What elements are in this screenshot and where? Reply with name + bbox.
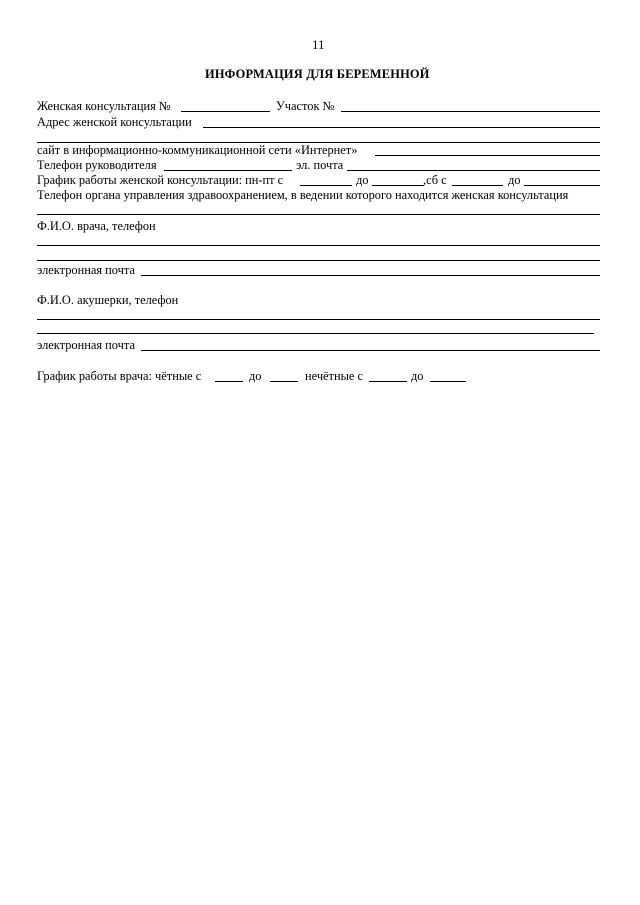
health-authority-phone-label: Телефон органа управления здравоохранением, в ведении которого находится женская консультация: [37, 188, 569, 202]
head-email-label: эл. почта: [296, 158, 344, 172]
midwife-name-phone-field-continuation[interactable]: [37, 333, 594, 334]
midwife-email-field[interactable]: [141, 350, 600, 351]
website-label: сайт в информационно-коммуникационной сети «Интернет»: [37, 143, 358, 157]
even-days-to-field[interactable]: [270, 381, 298, 382]
page-number: 11: [312, 37, 325, 52]
clinic-schedule-label: График работы женской консультации: пн-пт с: [37, 173, 284, 187]
head-email-field[interactable]: [347, 170, 600, 171]
address-label: Адрес женской консультации: [37, 115, 192, 129]
website-field[interactable]: [375, 155, 600, 156]
doctor-name-phone-field[interactable]: [37, 245, 600, 246]
page-title: ИНФОРМАЦИЯ ДЛЯ БЕРЕМЕННОЙ: [205, 67, 430, 81]
weekday-from-field[interactable]: [300, 185, 352, 186]
odd-days-to-field[interactable]: [430, 381, 466, 382]
saturday-to-field[interactable]: [524, 185, 600, 186]
saturday-to-label: до: [508, 173, 521, 187]
saturday-from-label: ,сб с: [423, 173, 447, 187]
weekday-to-field[interactable]: [372, 185, 424, 186]
district-number-label: Участок №: [276, 99, 335, 113]
doctor-name-phone-field-continuation[interactable]: [37, 260, 600, 261]
midwife-email-label: электронная почта: [37, 338, 135, 352]
odd-days-label: нечётные с: [305, 369, 364, 383]
doctor-email-label: электронная почта: [37, 263, 135, 277]
health-authority-phone-field[interactable]: [37, 214, 600, 215]
even-days-from-field[interactable]: [215, 381, 243, 382]
head-phone-label: Телефон руководителя: [37, 158, 157, 172]
head-phone-field[interactable]: [164, 170, 292, 171]
saturday-from-field[interactable]: [452, 185, 503, 186]
doctor-email-field[interactable]: [141, 275, 600, 276]
weekday-to-label: до: [356, 173, 369, 187]
clinic-number-field[interactable]: [181, 111, 270, 112]
odd-days-from-field[interactable]: [369, 381, 407, 382]
doctor-name-phone-label: Ф.И.О. врача, телефон: [37, 219, 156, 233]
even-days-to-label: до: [249, 369, 262, 383]
clinic-number-label: Женская консультация №: [37, 99, 171, 113]
odd-days-to-label: до: [411, 369, 424, 383]
doctor-schedule-label: График работы врача: чётные с: [37, 369, 202, 383]
midwife-name-phone-label: Ф.И.О. акушерки, телефон: [37, 293, 179, 307]
address-field[interactable]: [203, 127, 600, 128]
midwife-name-phone-field[interactable]: [37, 319, 600, 320]
district-number-field[interactable]: [341, 111, 600, 112]
